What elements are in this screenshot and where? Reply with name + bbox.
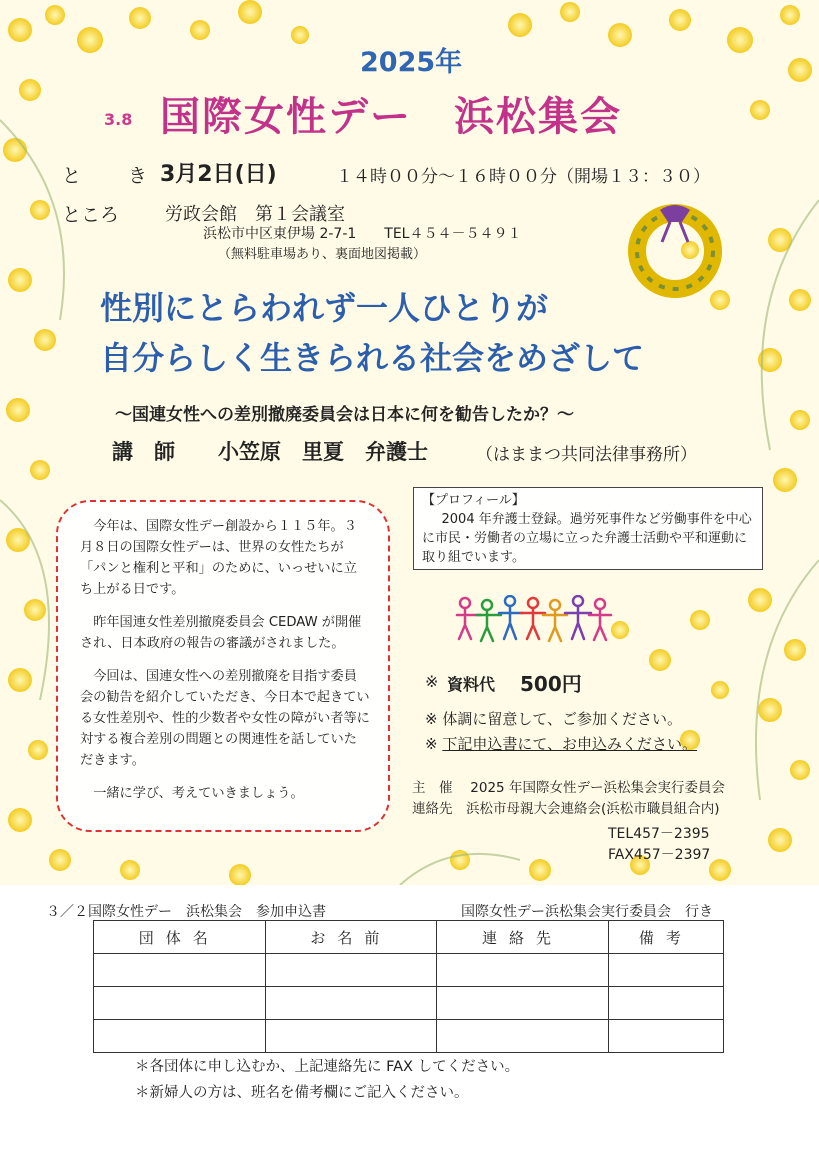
- organizer-host: 主 催 2025 年国際女性デー浜松集会実行委員会: [412, 780, 725, 796]
- application-note: [425, 733, 697, 754]
- event-year: 2025年: [360, 47, 463, 78]
- application-note-text: 下記申込書にて、お申込みください。: [442, 735, 698, 753]
- form-cell[interactable]: [94, 987, 266, 1020]
- column-header-group: 団体名: [94, 921, 266, 954]
- lecturer-affiliation: （はままつ共同法律事務所）: [476, 445, 697, 465]
- form-cell[interactable]: [608, 987, 723, 1020]
- parking-note: （無料駐車場あり、裏面地図掲載）: [218, 247, 427, 262]
- intro-paragraph: 今年は、国際女性デー創設から１１５年。３月８日の国際女性デーは、世界の女性たちが「パンと権利と平和」のために、いっせいに立ち上がる日です。: [80, 519, 357, 597]
- form-cell[interactable]: [437, 954, 609, 987]
- fee-value: 500円: [520, 672, 582, 696]
- intro-message-box: [56, 500, 390, 832]
- form-destination: 国際女性デー浜松集会実行委員会 行き: [461, 904, 713, 920]
- profile-box: [413, 487, 763, 570]
- subtitle: ～国連女性への差別撤廃委員会は日本に何を勧告したか？～: [115, 405, 574, 425]
- intro-paragraph: 昨年国連女性差別撤廃委員会 CEDAW が開催され、日本政府の報告の審議がされました。: [80, 615, 362, 651]
- intro-closing: 一緒に学び、考えていきましょう。: [93, 786, 304, 801]
- column-header-contact: 連絡先: [437, 921, 609, 954]
- organizer-contact: 連絡先 浜松市母親大会連絡会(浜松市職員組合内): [412, 801, 720, 817]
- organizer-fax: FAX457－2397: [608, 847, 711, 863]
- lecturer-name: 小笠原 里夏 弁護士: [218, 440, 428, 464]
- form-cell[interactable]: [608, 1020, 723, 1053]
- health-note: ※ 体調に留意して、ご参加ください。: [425, 710, 683, 728]
- fee-mark: ※: [425, 672, 439, 691]
- table-row: [94, 954, 724, 987]
- form-cell[interactable]: [437, 987, 609, 1020]
- intro-paragraph: 今回は、国連女性への差別撤廃を目指す委員会の勧告を紹介していただき、今日本で起きている女性差別や、性的少数者や女性の障がい者等に対する複合差別の問題との関連性を話していただきます。: [80, 669, 370, 768]
- wreath-icon: [620, 196, 730, 306]
- date-label: と き: [62, 165, 162, 187]
- form-cell[interactable]: [94, 954, 266, 987]
- lecturer-label: 講 師: [112, 440, 175, 464]
- table-row: [94, 1020, 724, 1053]
- form-cell[interactable]: [265, 987, 437, 1020]
- organizer-tel: TEL457－2395: [608, 826, 710, 842]
- page-title: 国際女性デー 浜松集会: [160, 94, 622, 140]
- table-header-row: [94, 921, 724, 954]
- headline-line2: 自分らしく生きられる社会をめざして: [100, 339, 645, 377]
- form-footnote-group: ＊新婦人の方は、班名を備考欄にご記入ください。: [135, 1085, 469, 1101]
- application-note-mark: ※: [425, 735, 438, 753]
- form-cell[interactable]: [265, 1020, 437, 1053]
- headline-line1: 性別にとらわれず一人ひとりが: [100, 289, 549, 327]
- venue-address: 浜松市中区東伊場 2-7-1 TEL４５４－５４９１: [203, 226, 522, 242]
- profile-body: 2004 年弁護士登録。過労死事件など労働事件を中心に市民・労働者の立場に立った弁護士活動や平和運動に取り組でいます。: [422, 512, 752, 565]
- form-title: ３／２国際女性デー 浜松集会 参加申込書: [46, 904, 326, 920]
- people-holding-hands-icon: [455, 595, 615, 645]
- form-cell[interactable]: [265, 954, 437, 987]
- title-prefix: 3.8: [104, 110, 133, 129]
- form-cell[interactable]: [608, 954, 723, 987]
- event-time: １４時００分～１６時００分（開場１３：３０）: [336, 167, 710, 187]
- column-header-name: お名前: [265, 921, 437, 954]
- form-footnote-fax: ＊各団体に申し込むか、上記連絡先に FAX してください。: [135, 1059, 520, 1075]
- form-cell[interactable]: [437, 1020, 609, 1053]
- place-label: ところ: [62, 204, 120, 226]
- fee-label: 資料代: [447, 675, 496, 694]
- column-header-notes: 備考: [608, 921, 723, 954]
- event-date: 3月2日(日): [160, 162, 277, 187]
- table-row: [94, 987, 724, 1020]
- application-form-table: [93, 920, 724, 1053]
- venue-name: 労政会館 第１会議室: [165, 204, 345, 225]
- profile-title: 【プロフィール】: [422, 493, 525, 508]
- form-cell[interactable]: [94, 1020, 266, 1053]
